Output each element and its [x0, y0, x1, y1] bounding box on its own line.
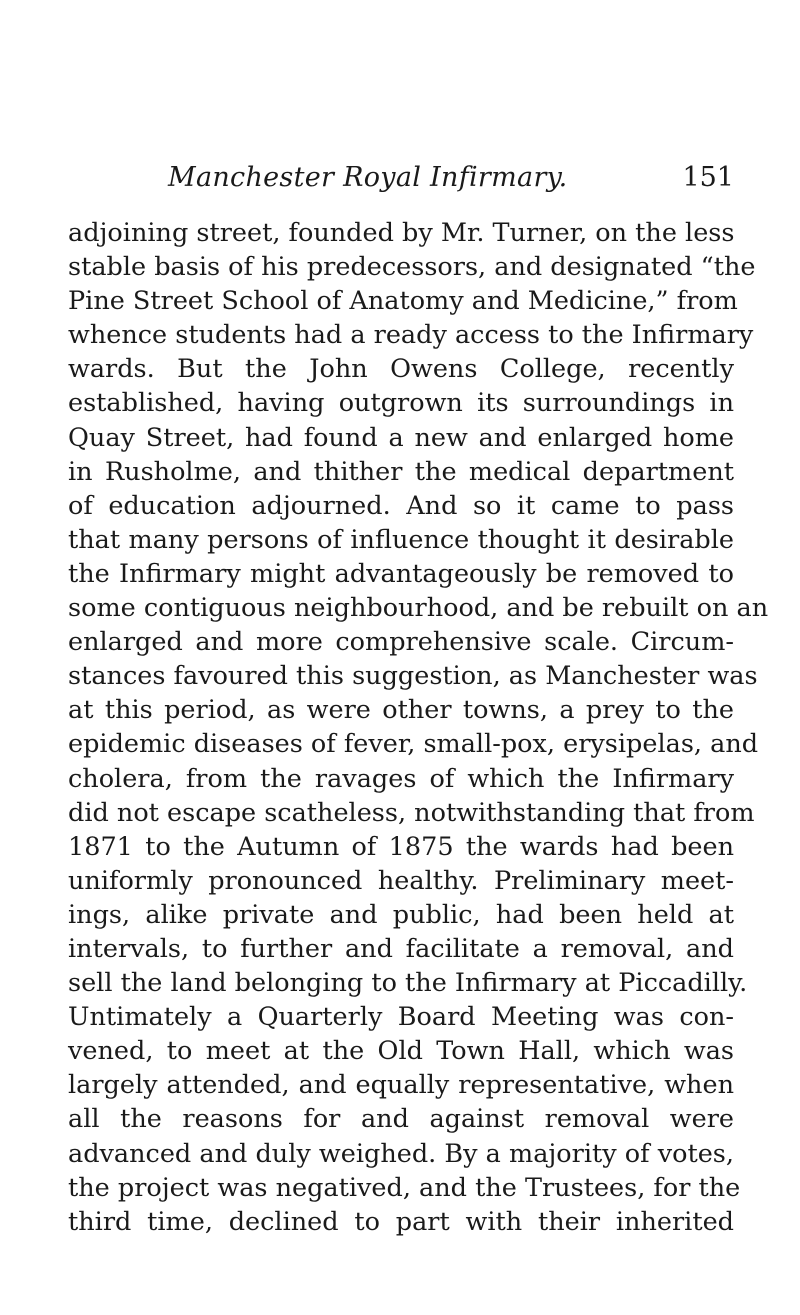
text-line: the Infirmary might advantageously be removed to	[68, 558, 734, 589]
text-line: that many persons of influence thought it desirable	[68, 524, 734, 555]
text-line: cholera, from the ravages of which the Infirmary	[68, 763, 734, 794]
running-head	[168, 154, 734, 202]
text-line: stances favoured this suggestion, as Manchester was	[68, 661, 758, 692]
text-line: vened, to meet at the Old Town Hall, which was	[68, 1036, 734, 1067]
text-line: enlarged and more comprehensive scale. Circum-	[68, 627, 734, 658]
body-text	[68, 216, 769, 1239]
text-line: advanced and duly weighed. By a majority of votes,	[68, 1138, 734, 1169]
text-line: wards. But the John Owens College, recently	[68, 354, 734, 385]
running-title: Manchester Royal Infirmary.	[168, 162, 568, 193]
text-line: did not escape scatheless, notwithstanding that from	[68, 797, 755, 828]
page-number: 151	[682, 162, 734, 193]
text-line: stable basis of his predecessors, and designated “the	[68, 252, 756, 283]
text-line: of education adjourned. And so it came to pass	[68, 490, 734, 521]
text-line: ings, alike private and public, had been held at	[68, 899, 734, 930]
text-line: 1871 to the Autumn of 1875 the wards had been	[68, 831, 734, 862]
text-line: intervals, to further and facilitate a removal, and	[68, 933, 734, 964]
text-line: established, having outgrown its surroundings in	[68, 388, 734, 419]
text-line: uniformly pronounced healthy. Preliminary meet-	[68, 865, 734, 896]
text-line: at this period, as were other towns, a prey to the	[68, 695, 734, 726]
text-line: adjoining street, founded by Mr. Turner, on the less	[68, 218, 735, 248]
text-line: the project was negatived, and the Trustees, for the	[68, 1172, 741, 1203]
text-line: Pine Street School of Anatomy and Medicine,” from	[68, 286, 738, 317]
text-line: epidemic diseases of fever, small-pox, erysipelas, and	[68, 729, 759, 760]
text-line: some contiguous neighbourhood, and be rebuilt on an	[68, 593, 769, 624]
text-line: in Rusholme, and thither the medical department	[68, 456, 734, 487]
text-line: all the reasons for and against removal were	[68, 1104, 734, 1135]
text-line: whence students had a ready access to the Infirmary	[68, 320, 754, 351]
text-line: sell the land belonging to the Infirmary at Piccadilly.	[68, 968, 748, 999]
text-line: Untimately a Quarterly Board Meeting was con-	[68, 1002, 734, 1033]
text-line: third time, declined to part with their inherited	[68, 1206, 734, 1237]
text-line: largely attended, and equally representative, when	[68, 1070, 734, 1101]
text-line: Quay Street, had found a new and enlarged home	[68, 422, 734, 453]
